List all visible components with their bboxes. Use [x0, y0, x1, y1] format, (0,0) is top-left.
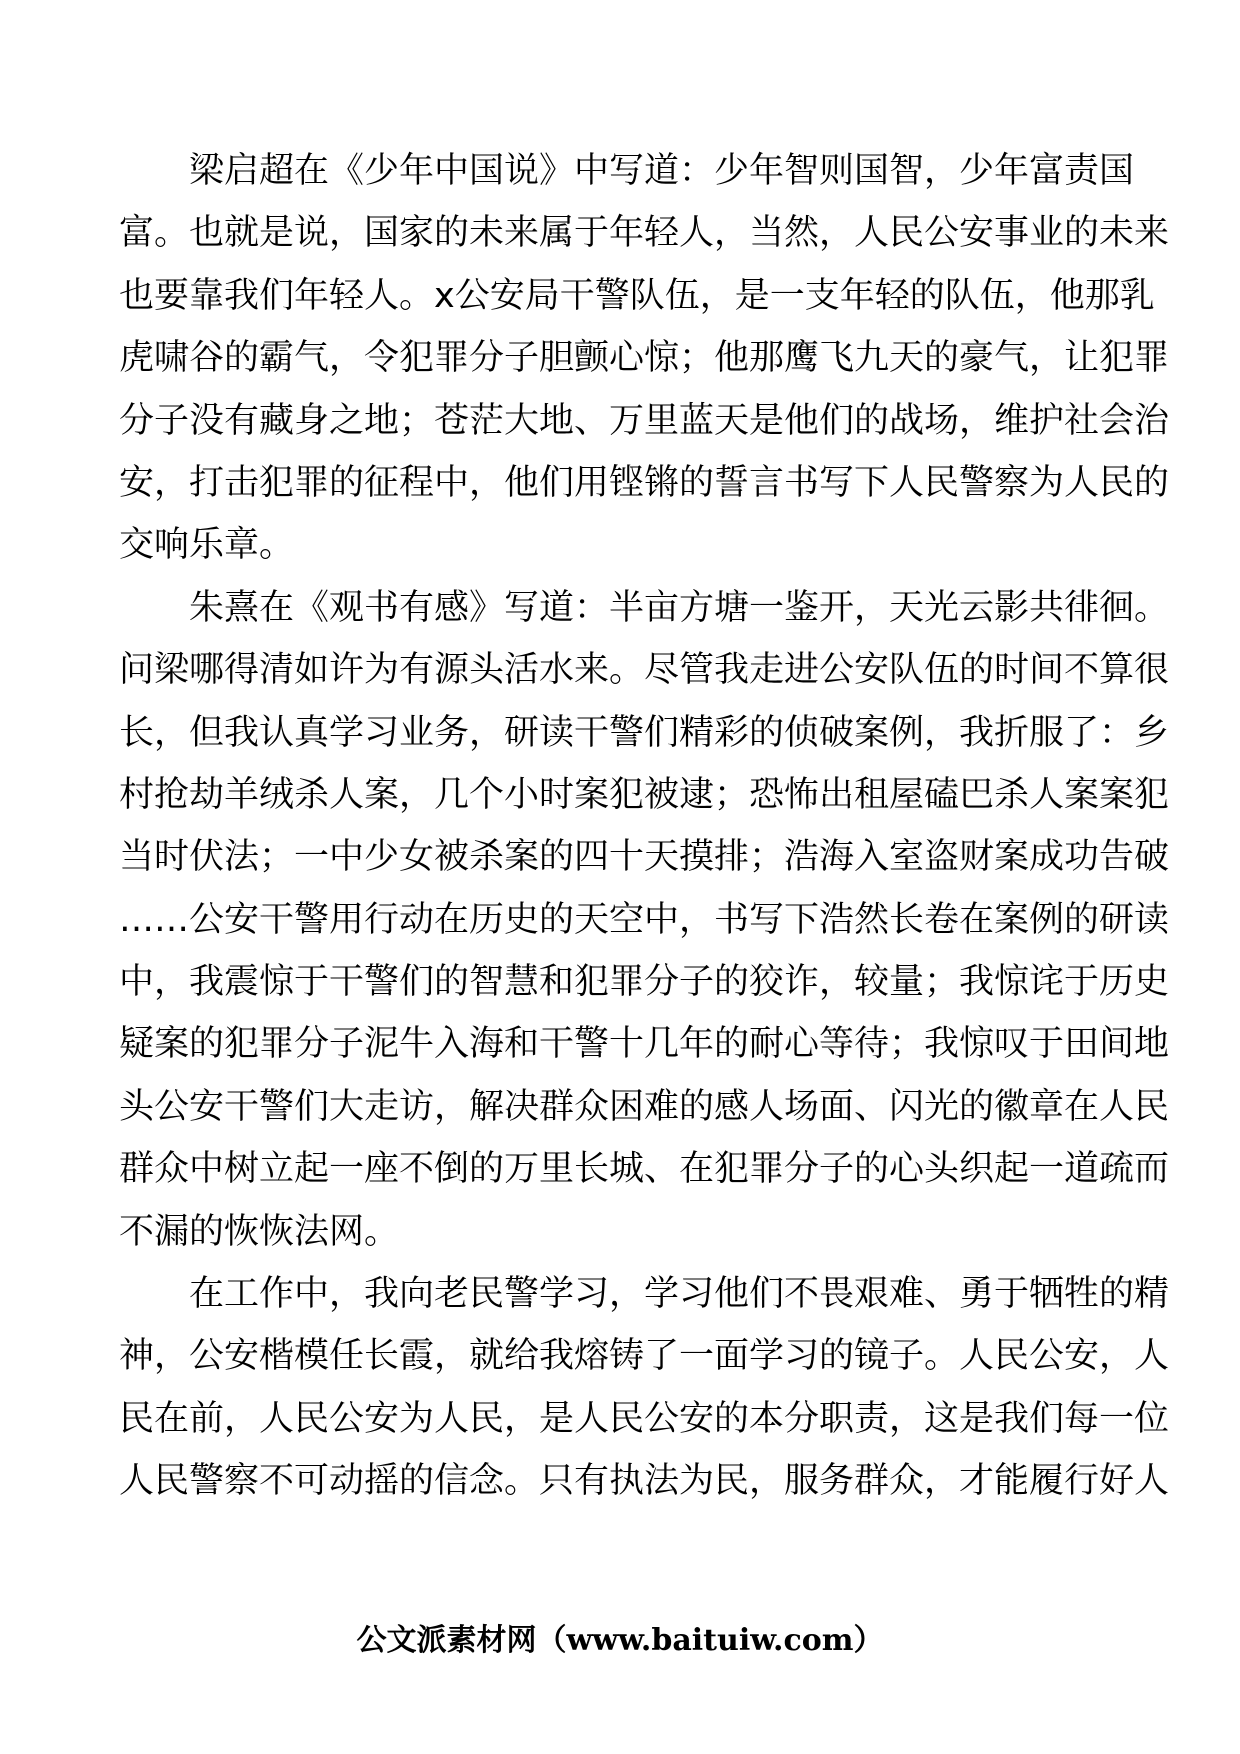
text-line: 民在前，人民公安为人民，是人民公安的本分职责，这是我们每一位 [119, 1398, 1170, 1439]
text-line: ……公安干警用行动在历史的天空中，书写下浩然长卷在案例的研读 [119, 899, 1170, 940]
document-body [119, 140, 1170, 1513]
text-line: 群众中树立起一座不倒的万里长城、在犯罪分子的心头织起一道疏而 [119, 1149, 1170, 1190]
text-line: 安，打击犯罪的征程中，他们用铿锵的誓言书写下人民警察为人民的 [119, 462, 1170, 503]
paragraph-2 [119, 577, 1170, 1263]
text-line: 虎啸谷的霸气，令犯罪分子胆颤心惊；他那鹰飞九天的豪气，让犯罪 [119, 338, 1170, 379]
text-line: 神，公安楷模任长霞，就给我熔铸了一面学习的镜子。人民公安，人 [119, 1336, 1170, 1377]
text-line: 在工作中，我向老民警学习，学习他们不畏艰难、勇于牺牲的精 [189, 1274, 1170, 1315]
text-line: 朱熹在《观书有感》写道：半亩方塘一鉴开，天光云影共徘徊。 [189, 587, 1170, 628]
text-line: 人民警察不可动摇的信念。只有执法为民，服务群众，才能履行好人 [119, 1461, 1170, 1502]
text-line: 问梁哪得清如许为有源头活水来。尽管我走进公安队伍的时间不算很 [119, 650, 1170, 691]
paragraph-3 [119, 1263, 1170, 1513]
text-line: 梁启超在《少年中国说》中写道：少年智则国智，少年富责国 [189, 151, 1135, 191]
page-footer: 公文派素材网（www.baituiw.com） [356, 1623, 884, 1658]
text-line: 长，但我认真学习业务，研读干警们精彩的侦破案例，我折服了：乡 [119, 712, 1170, 753]
text-line: 村抢劫羊绒杀人案，几个小时案犯被逮；恐怖出租屋磕巴杀人案案犯 [119, 774, 1170, 815]
text-line: 中，我震惊于干警们的智慧和犯罪分子的狡诈，较量；我惊诧于历史 [119, 962, 1170, 1003]
text-line: 疑案的犯罪分子泥牛入海和干警十几年的耐心等待；我惊叹于田间地 [119, 1024, 1170, 1065]
paragraph-1 [119, 140, 1170, 577]
text-line: 当时伏法；一中少女被杀案的四十天摸排；浩海入室盗财案成功告破 [119, 837, 1170, 878]
text-line: 分子没有藏身之地；苍茫大地、万里蓝天是他们的战场，维护社会治 [119, 400, 1170, 441]
text-line: 不漏的恢恢法网。 [119, 1211, 400, 1252]
text-line: 交响乐章。 [119, 525, 295, 566]
text-line: 头公安干警们大走访，解决群众困难的感人场面、闪光的徽章在人民 [119, 1086, 1170, 1127]
text-line: 富。也就是说，国家的未来属于年轻人，当然，人民公安事业的未来 [119, 213, 1170, 254]
text-line: 也要靠我们年轻人。x公安局干警队伍，是一支年轻的队伍，他那乳 [119, 275, 1155, 316]
